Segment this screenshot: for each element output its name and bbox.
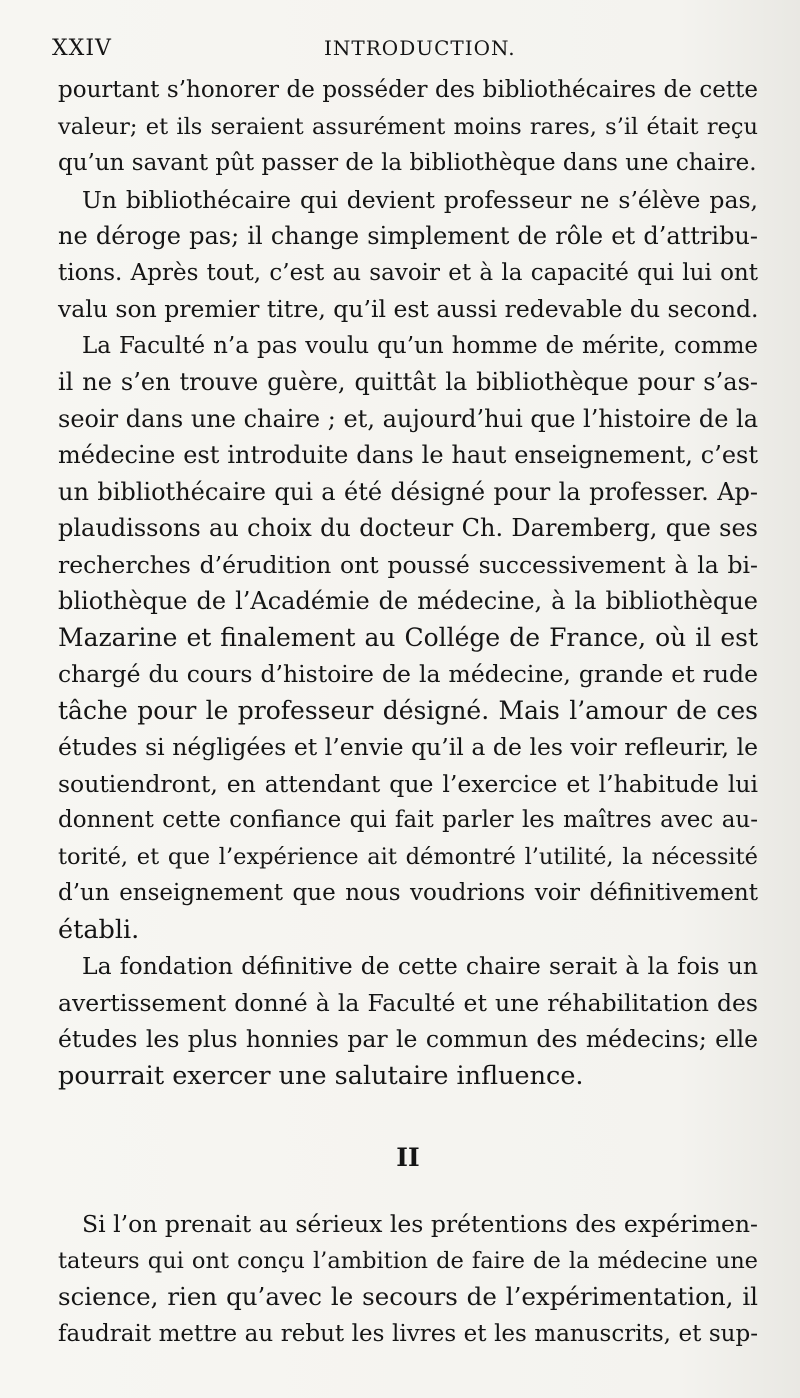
text-line: La Faculté n’a pas voulu qu’un homme de mérite, comme [82, 332, 758, 359]
text-line: seoir dans une chaire ; et, aujourd’hui que l’histoire de la [58, 404, 759, 433]
text-line: plaudissons au choix du docteur Ch. Daremberg, que ses [58, 514, 758, 542]
text-line: donnent cette confiance qui fait parler les maîtres avec au- [58, 807, 758, 833]
text-line: pourtant s’honorer de posséder des bibliothécaires de cette [58, 77, 758, 103]
text-line: il ne s’en trouve guère, quittât la bibliothèque pour s’as- [58, 368, 758, 396]
section-spacer [58, 1188, 758, 1206]
text-line: avertissement donné à la Faculté et une réhabilitation des [58, 988, 758, 1017]
text-line: valeur; et ils seraient assurément moins rares, s’il était reçu [58, 113, 758, 140]
paragraph [58, 1206, 758, 1352]
text-line: établi. [58, 914, 140, 945]
text-line: Si l’on prenait au sérieux les prétentions des expérimen- [82, 1210, 758, 1238]
page-header [52, 30, 752, 70]
text-line: soutiendront, en attendant que l’exercice et l’habitude lui [58, 769, 758, 798]
section-spacer [58, 1094, 758, 1128]
text-line: qu’un savant pût passer de la bibliothèque dans une chaire. [58, 150, 757, 176]
text-line: La fondation définitive de cette chaire serait à la fois un [82, 952, 758, 980]
text-line: études les plus honnies par le commun des médecins; elle [58, 1025, 758, 1053]
text-line: d’un enseignement que nous voudrions voir définitivement [58, 880, 758, 906]
text-line: pourrait exercer une salutaire influence. [58, 1060, 584, 1091]
page-number: XXIV [52, 36, 112, 61]
text-line: torité, et que l’expérience ait démontré l’utilité, la nécessité [58, 843, 758, 870]
text-line: ne déroge pas; il change simplement de rôle et d’attribu- [58, 222, 758, 250]
text-line: bliothèque de l’Académie de médecine, à la bibliothèque [58, 587, 758, 615]
text-line: tions. Après tout, c’est au savoir et à la capacité qui lui ont [58, 259, 758, 286]
text-line: faudrait mettre au rebut les livres et les manuscrits, et sup- [58, 1320, 758, 1347]
text-line: recherches d’érudition ont poussé successivement à la bi- [58, 550, 758, 579]
text-line: science, rien qu’avec le secours de l’expérimentation, il [58, 1282, 758, 1311]
text-line: tâche pour le professeur désigné. Mais l’amour de ces [58, 695, 758, 725]
text-line: Mazarine et finalement au Collége de France, où il est [58, 622, 758, 652]
text-line: chargé du cours d’histoire de la médecine, grande et rude [58, 660, 758, 688]
text-line: études si négligées et l’envie qu’il a de les voir refleurir, le [58, 733, 758, 761]
running-title: INTRODUCTION. [324, 36, 516, 60]
paragraph [58, 328, 758, 949]
text-line: Un bibliothécaire qui devient professeur ne s’élève pas, [82, 185, 758, 214]
paragraph [58, 948, 758, 1094]
section-heading: II [396, 1143, 420, 1172]
text-line: valu son premier titre, qu’il est aussi redevable du second. [58, 295, 759, 323]
paragraph [58, 182, 758, 328]
text-line: un bibliothécaire qui a été désigné pour la professer. Ap- [58, 477, 758, 506]
paragraph [58, 72, 758, 182]
body-text [58, 72, 758, 1352]
text-line: tateurs qui ont conçu l’ambition de faire de la médecine une [58, 1247, 758, 1274]
text-line: médecine est introduite dans le haut enseignement, c’est [58, 441, 758, 469]
